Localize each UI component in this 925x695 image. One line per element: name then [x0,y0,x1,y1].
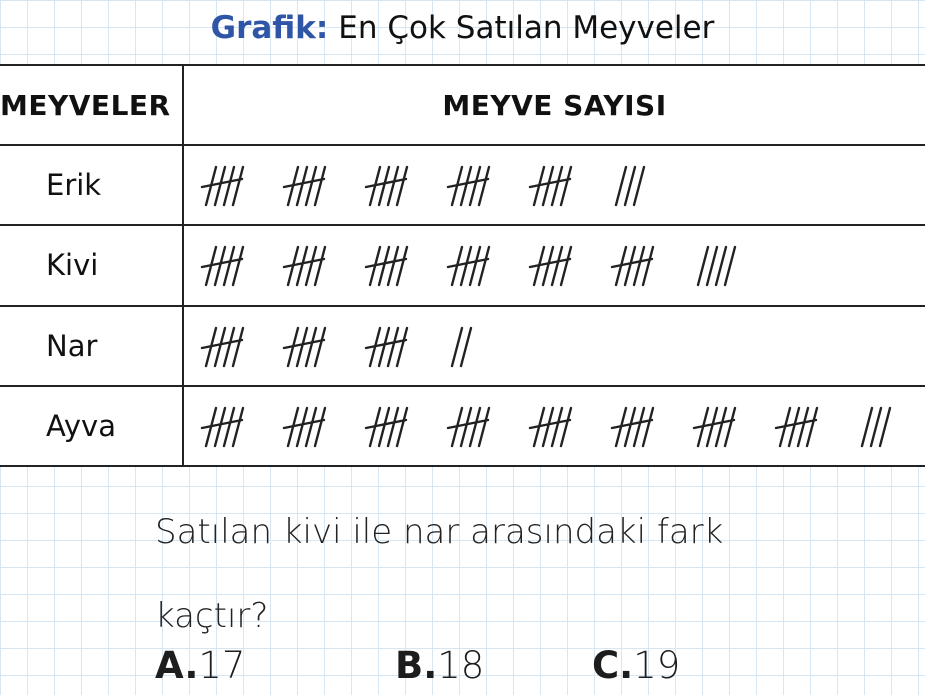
table-header-row [0,65,925,145]
title-label: Grafik: [210,10,329,46]
tally-stroke [397,408,407,446]
table-row [0,225,925,305]
tally-stroke [215,247,225,285]
tally-stroke [306,328,316,366]
option-a[interactable] [155,642,245,690]
tally-stroke [224,328,234,366]
tally-marks [200,157,920,213]
tally-stroke [807,408,817,446]
tally-stroke [215,328,225,366]
tally-stroke [798,408,808,446]
tally-stroke [388,167,398,205]
tally-stroke [552,408,562,446]
option-letter: A. [155,644,199,687]
tally-cell [183,306,925,386]
option-b[interactable] [395,642,484,690]
tally-stroke [461,167,471,205]
tally-stroke [397,247,407,285]
tally-stroke [634,167,644,205]
option-c[interactable] [592,642,680,690]
tally-stroke [552,247,562,285]
tally-stroke [224,247,234,285]
tally-stroke [725,408,735,446]
tally-stroke [397,328,407,366]
tally-stroke [379,247,389,285]
tally-marks [200,318,920,374]
tally-stroke [616,167,626,205]
tally-stroke [470,408,480,446]
tally-stroke [388,408,398,446]
tally-stroke [479,408,489,446]
tally-stroke [315,167,325,205]
table-row [0,306,925,386]
table-row [0,145,925,225]
fruit-name: Kivi [0,225,183,305]
tally-cell [183,225,925,305]
tally-marks [200,398,920,454]
tally-marks [200,237,920,293]
option-letter: C. [592,644,634,687]
answer-options [155,642,855,692]
tally-stroke [306,247,316,285]
fruit-name: Erik [0,145,183,225]
tally-stroke [561,247,571,285]
tally-cell [183,386,925,466]
tally-stroke [543,247,553,285]
tally-stroke [716,247,726,285]
tally-stroke [315,408,325,446]
tally-stroke [461,408,471,446]
tally-stroke [479,247,489,285]
tally-stroke [461,328,471,366]
tally-stroke [315,247,325,285]
question-text: Satılan kivi ile nar arasındaki fark kaçtır? [155,512,724,636]
tally-stroke [725,247,735,285]
tally-stroke [224,408,234,446]
tally-stroke [297,247,307,285]
tally-stroke [379,167,389,205]
option-value: 17 [198,644,246,687]
tally-stroke [552,167,562,205]
table-row [0,386,925,466]
header-fruits: MEYVELER [0,65,183,145]
tally-stroke [634,408,644,446]
tally-stroke [871,408,881,446]
tally-stroke [862,408,872,446]
option-value: 19 [633,644,681,687]
tally-stroke [397,167,407,205]
tally-stroke [297,167,307,205]
tally-stroke [233,408,243,446]
tally-stroke [379,408,389,446]
option-letter: B. [395,644,438,687]
tally-stroke [470,167,480,205]
tally-stroke [461,247,471,285]
tally-stroke [215,167,225,205]
tally-stroke [452,328,462,366]
tally-stroke [306,408,316,446]
tally-stroke [625,167,635,205]
tally-stroke [707,408,717,446]
tally-stroke [634,247,644,285]
header-fruit-count: MEYVE SAYISI [183,65,925,145]
fruit-name: Nar [0,306,183,386]
tally-table [0,64,925,467]
tally-stroke [388,247,398,285]
tally-stroke [233,247,243,285]
tally-stroke [707,247,717,285]
tally-stroke [561,408,571,446]
tally-stroke [233,328,243,366]
tally-cell [183,145,925,225]
tally-stroke [479,167,489,205]
tally-stroke [561,167,571,205]
tally-stroke [625,408,635,446]
title-text: En Çok Satılan Meyveler [338,10,715,46]
option-value: 18 [437,644,485,687]
tally-stroke [224,167,234,205]
tally-stroke [379,328,389,366]
tally-stroke [789,408,799,446]
fruit-name: Ayva [0,386,183,466]
tally-stroke [880,408,890,446]
tally-stroke [306,167,316,205]
page-title [0,8,925,48]
tally-stroke [716,408,726,446]
tally-stroke [215,408,225,446]
tally-stroke [698,247,708,285]
tally-stroke [543,408,553,446]
tally-stroke [315,328,325,366]
tally-stroke [643,408,653,446]
tally-stroke [625,247,635,285]
tally-stroke [297,328,307,366]
tally-stroke [543,167,553,205]
tally-stroke [643,247,653,285]
tally-stroke [470,247,480,285]
tally-stroke [297,408,307,446]
tally-stroke [388,328,398,366]
tally-stroke [233,167,243,205]
